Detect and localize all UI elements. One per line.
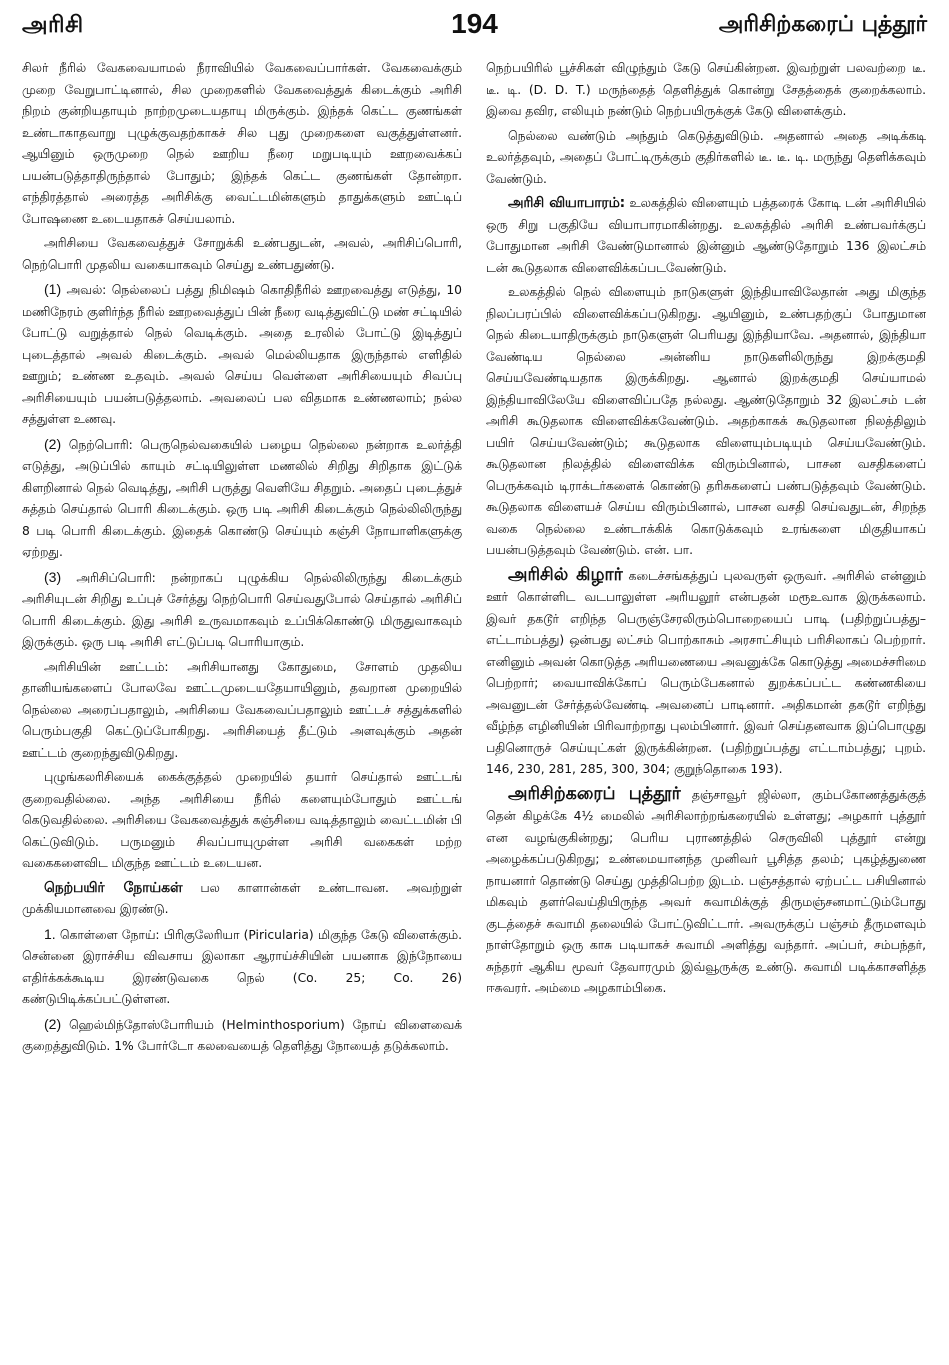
running-head-right: அரிசிற்கரைப் புத்தூர் [718,12,927,37]
author-signature: என். பா. [644,543,694,557]
section-heading: அரிசி வியாபாரம்: [508,195,626,211]
item-text: கடைச்சங்கத்துப் புலவருள் ஒருவர். அரிசில் என்னும் ஊர் கொள்ளிட வடபாலுள்ள அரியலூர் என்பதன் மரூஉவாக இருக்கலாம். இவர் தகடூர் எறிந்த பெருஞ்சேரலிரும்பொறையைப் பாடி (பதிற்றுப்பத்து–எட்டாம்பத்து) ஒன்பது லட்சம் பொற்காசும் அரசாட்சியும் பரிசிலாகப் பெற்றார். எனினும் அவன் கொடுத்த அரியணையை அவனுக்கே கொடுத்து அமைச்சரிமை பெற்றார்; வையாவிக்கோப் பெரும்பேகனால் துறக்கப்பட்ட கண்ணகியை அவனுடன் சேர்த்தல்வேண்டி அவனைப் பாடினார். அதிகமான் தகடூர் எறிந்து வீழ்ந்த எழினியின் பிரிவாற்றாது புலம்பினார். இவர் செய்தனவாக இப்பொழுது பதினொருச் செய்யுட்கள் இருக்கின்றன. (பதிற்றுப்பத்து எட்டாம்பத்து; புறம். 146, 230, 281, 285, 300, 304; குறுந்தொகை 193). [486,568,926,776]
paragraph: சிலர் நீரில் வேகவையாமல் நீராவியில் வேகவைப்பார்கள். வேகவைக்கும் முறை வேறுபாட்டினால், சில முறைகளில் வேகவைத்துக் கிடைக்கும் அரிசி நிறம் குன்றியதாயும் நாற்றமுடையதாயு மிருக்கும். இந்தக் கெட்ட குணங்கள் உண்டாகாதவாறு புழுக்குவதற்காகச் சில புது முறைகளை வகுத்துள்ளனர். ஆயினும் ஒருமுறை நெல் ஊறிய நீரை மறுபடியும் ஊறவைக்கப் பயன்படுத்தாதிருந்தால் போதும்; இந்தக் கெட்ட குணங்கள் தோன்றா. எந்திரத்தால் அரைத்த அரிசிக்கு வைட்டமின்களும் தாதுக்களும் ஊட்டிப் போஷணை உடையதாகச் செய்யலாம். [22,61,462,226]
paragraph: நெற்பயிரில் பூச்சிகள் விழுந்தும் கேடு செய்கின்றன. இவற்றுள் பலவற்றை டீ. டீ. டி. (D. D. T.) மருந்தைத் தெளித்துக் கொன்று சேதத்தைக் குறைக்கலாம். இவை தவிர, எலியும் நண்டும் நெற்பயிருக்குக் கேடு விளைக்கும். [486,61,926,118]
item-text: அரிசியானது கோதுமை, சோளம் முதலிய தானியங்களைப் போலவே ஊட்டமுடையதேயாயினும், தவறான முறையில் நெல்லை அரைப்பதாலும், அரிசியை வேகவைப்பதாலும் ஊட்டச் சத்துக்களில் பெரும்பகுதி கெட்டுப்போகிறது. அரிசியைத் தீட்டும் அளவுக்கும் அதன் ஊட்டம் குறைந்துவிடுகிறது. [22,659,462,760]
item-number: (2) [44,1015,62,1032]
paragraph [486,282,926,562]
item-term: அரிசியின் ஊட்டம்: [44,659,169,674]
paragraph [22,657,462,765]
left-column [22,58,462,1358]
entry-heading: அரிசிற்கரைப் புத்தூர் [508,783,681,804]
item-text: ஹெல்மிந்தோஸ்போரியம் (Helminthosporium) நோய் விளைவைக் குறைத்துவிடும். 1% போர்டோ கலவையைத் தெளித்து நோயைத் தடுக்கலாம். [22,1017,462,1053]
item-number: (2) [44,435,62,452]
running-head-left: அரிசி [22,12,84,38]
item-text: நெல்லைப் பத்து நிமிஷம் கொதிநீரில் ஊறவைத்து எடுத்து, 10 மணிநேரம் குளிர்ந்த நீரில் ஊறவைத்துப் பின் நீரை வடித்துவிட்டு மண் சட்டியில் போட்டு வறுத்தால் நெல் வெடிக்கும். அதை உரலில் போட்டு இடித்துப் புடைத்தால் அவல் கிடைக்கும். அவல் மெல்லியதாக இருந்தால் எளிதில் ஊறும்; உண்ண உதவும். அவல் செய்ய வெள்ளை அரிசியையும் சிவப்பு அரிசியையும் பயன்படுத்தலாம். அவலைப் பல விதமாக உண்ணலாம்; நல்ல சத்துள்ள உணவு. [22,283,462,426]
paragraph [22,924,462,1011]
section-heading: நெற்பயிர் நோய்கள் [44,879,183,896]
paragraph [22,1014,462,1058]
item-number: 1. [44,925,56,942]
paragraph: அரிசியை வேகவைத்துச் சோறுக்கி உண்பதுடன், அவல், அரிசிப்பொரி, நெற்பொரி முதலிய வகையாகவும் செய்து உண்பதுண்டு. [22,236,462,272]
item-term: அரிசிப்பொரி: [76,570,156,585]
item-text: பெருநெல்வகையில் பழைய நெல்லை நன்றாக உலர்த்தி எடுத்து, அடுப்பில் காயும் சட்டியிலுள்ள மணலில் சிறிது சிறிதாக இட்டுக் கிளறினால் நெல் வெடித்து, அரிசி பருத்து வெளியே சிதறும். அதைப் புடைத்துச் சுத்தம் செய்தால் பொரி கிடைக்கும். ஒரு படி அரிசி கிடைக்கும் நெல்லிலிருந்து 8 படி பொரி கிடைக்கும். இதைக் கொண்டு செய்யும் கஞ்சி நோயாளிகளுக்கு ஏற்றது. [22,437,462,559]
entry-heading: அரிசில் கிழார் [508,564,623,585]
item-text: உலகத்தில் நெல் விளையும் நாடுகளுள் இந்தியாவிலேதான் அது மிகுந்த நிலப்பரப்பில் விளைவிக்கப்படுகிறது. ஆயினும், உண்பதற்குப் போதுமான நெல் கிடையாதிருக்கும் நாடுகளுள் பெரியது இந்தியாவே. அதனால், இந்தியா வேண்டிய நெல்லை அன்னிய நாடுகளிலிருந்து இறக்குமதி செய்யவேண்டியதாக இருக்கிறது. ஆனால் இறக்குமதி செய்யாமல் இந்தியாவிலேயே விளைவிப்பதே நல்லது. ஆண்டுதோறும் 32 இலட்சம் டன் அரிசி கூடுதலாக விளைவிக்கவேண்டும். அதற்காகக் கூடுதலான நிலத்திலும் பயிர் செய்யவேண்டும்; கூடுதலாக விளையும்படியும் செய்யவேண்டும். கூடுதலான நிலத்தில் விளைவிக்க விரும்பினால், பாசன வசதிகளைப் பெருக்கவும் டிராக்டர்களைக் கொண்டு தரிசுகளைப் பண்படுத்தவும் வேண்டும். கூடுதலாக விளையச் செய்ய விரும்பினால், பாசன வசதி செய்வதுடன், சிறந்த வகை நெல்லை உண்டாக்கிக் கொடுக்கவும் உரங்களை மிகுதியாகப் பயன்படுத்தவும் வேண்டும். [486,285,926,557]
item-number: (1) [44,281,62,297]
page-header [0,0,949,52]
paragraph [486,784,926,1000]
paragraph [22,434,462,564]
item-text: பல காளான்கள் உண்டாவன. அவற்றுள் முக்கியமானவை இரண்டு. [22,880,462,916]
item-term: நெற்பொரி: [68,437,133,452]
paragraph: புழுங்கலரிசியைக் கைக்குத்தல் முறையில் தயார் செய்தால் ஊட்டங் குறைவதில்லை. அந்த அரிசியை நீரில் களையும்போதும் ஊட்டங் கெடுவதில்லை. அரிசியை வேகவைத்துக் கஞ்சியை வடித்தாலும் வைட்டமின் பி கெட்டுவிடும். பருமனும் சிவப்பாயுமுள்ள அரிசி வகைகள் மற்ற வகைகளைவிட மிகுந்த ஊட்டம் உடையன. [22,770,462,870]
paragraph [486,565,926,781]
paragraph [22,878,462,921]
item-number: (3) [44,568,62,585]
item-text: தஞ்சாவூர் ஜில்லா, கும்பகோணத்துக்குத் தென் கிழக்கே 4½ மைலில் அரிசிலாற்றங்கரையில் உள்ளது; அழகார் புத்தூர் என வழங்குகின்றது; பெரிய புராணத்தில் செருவிலி புத்தூர் என்று அழைக்கப்படுகிறது; உண்மையானந்த முனிவர் பூசித்த தலம்; புகழ்த்துணை நாயனார் தொண்டு செய்து முத்திபெற்ற இடம். பஞ்சத்தால் ஏற்பட்ட பசியினால் மிகவும் தளர்வெய்தியிருந்த அவர் சுவாமிக்குத் திருமஞ்சனமாட்டும்போது குடத்தைச் சுவாமி தலையில் போட்டுவிட்டார். அவருக்குப் பஞ்சம் தீருமளவும் நாள்தோறும் ஒரு காசு படியாகச் சுவாமி அளித்து வந்தார். அப்பர், சம்பந்தர், சுந்தரர் ஆகிய மூவர் தேவாரமும் இவ்வூருக்கு உண்டு. சுவாமி படிக்காசளித்த ஈசுவரர். அம்மை அழகாம்பிகை. [486,787,926,995]
paragraph [22,279,462,431]
right-column [486,58,926,1358]
paragraph [22,567,462,654]
item-text: உலகத்தில் விளையும் பத்தரைக் கோடி டன் அரிசியில் ஒரு சிறு பகுதியே வியாபாரமாகின்றது. உலகத்தில் அரிசி உண்பவர்க்குப் போதுமான அரிசி வேண்டுமானால் இன்னும் ஆண்டுதோறும் 136 இலட்சம் டன் கூடுதலாக விளைவிக்கப்படவேண்டும். [486,196,926,275]
paragraph: நெல்லை வண்டும் அந்தும் கெடுத்துவிடும். அதனால் அதை அடிக்கடி உலர்த்தவும், அதைப் போட்டிருக்கும் குதிர்களில் டீ. டீ. டி. மருந்து தெளிக்கவும் வேண்டும். [486,128,926,186]
item-text: பிரிகுலேரியா (Piricularia) மிகுந்த கேடு விளைக்கும். சென்னை இராச்சிய விவசாய இலாகா ஆராய்ச்சியின் பயனாக இந்நோயை எதிர்க்கக்கூடிய இரண்டுவகை நெல் (Co. 25; Co. 26) கண்டுபிடிக்கப்பட்டுள்ளன. [22,927,462,1006]
item-term: அவல்: [66,283,107,297]
item-term: கொள்ளை நோய்: [59,927,160,942]
page-number: 194 [451,8,498,39]
paragraph [486,193,926,279]
item-text: நன்றாகப் புழுக்கிய நெல்லிலிருந்து கிடைக்கும் அரிசியுடன் சிறிது உப்புச் சேர்த்து நெற்பொரி செய்வதுபோல் செய்தால் அரிசிப் பொரி கிடைக்கும். இது அரிசி உருவமாகவும் உப்பிக்கொண்டு மிருதுவாகவும் இருக்கும். ஒரு படி அரிசி எட்டுப்படி பொரியாகும். [22,570,462,649]
